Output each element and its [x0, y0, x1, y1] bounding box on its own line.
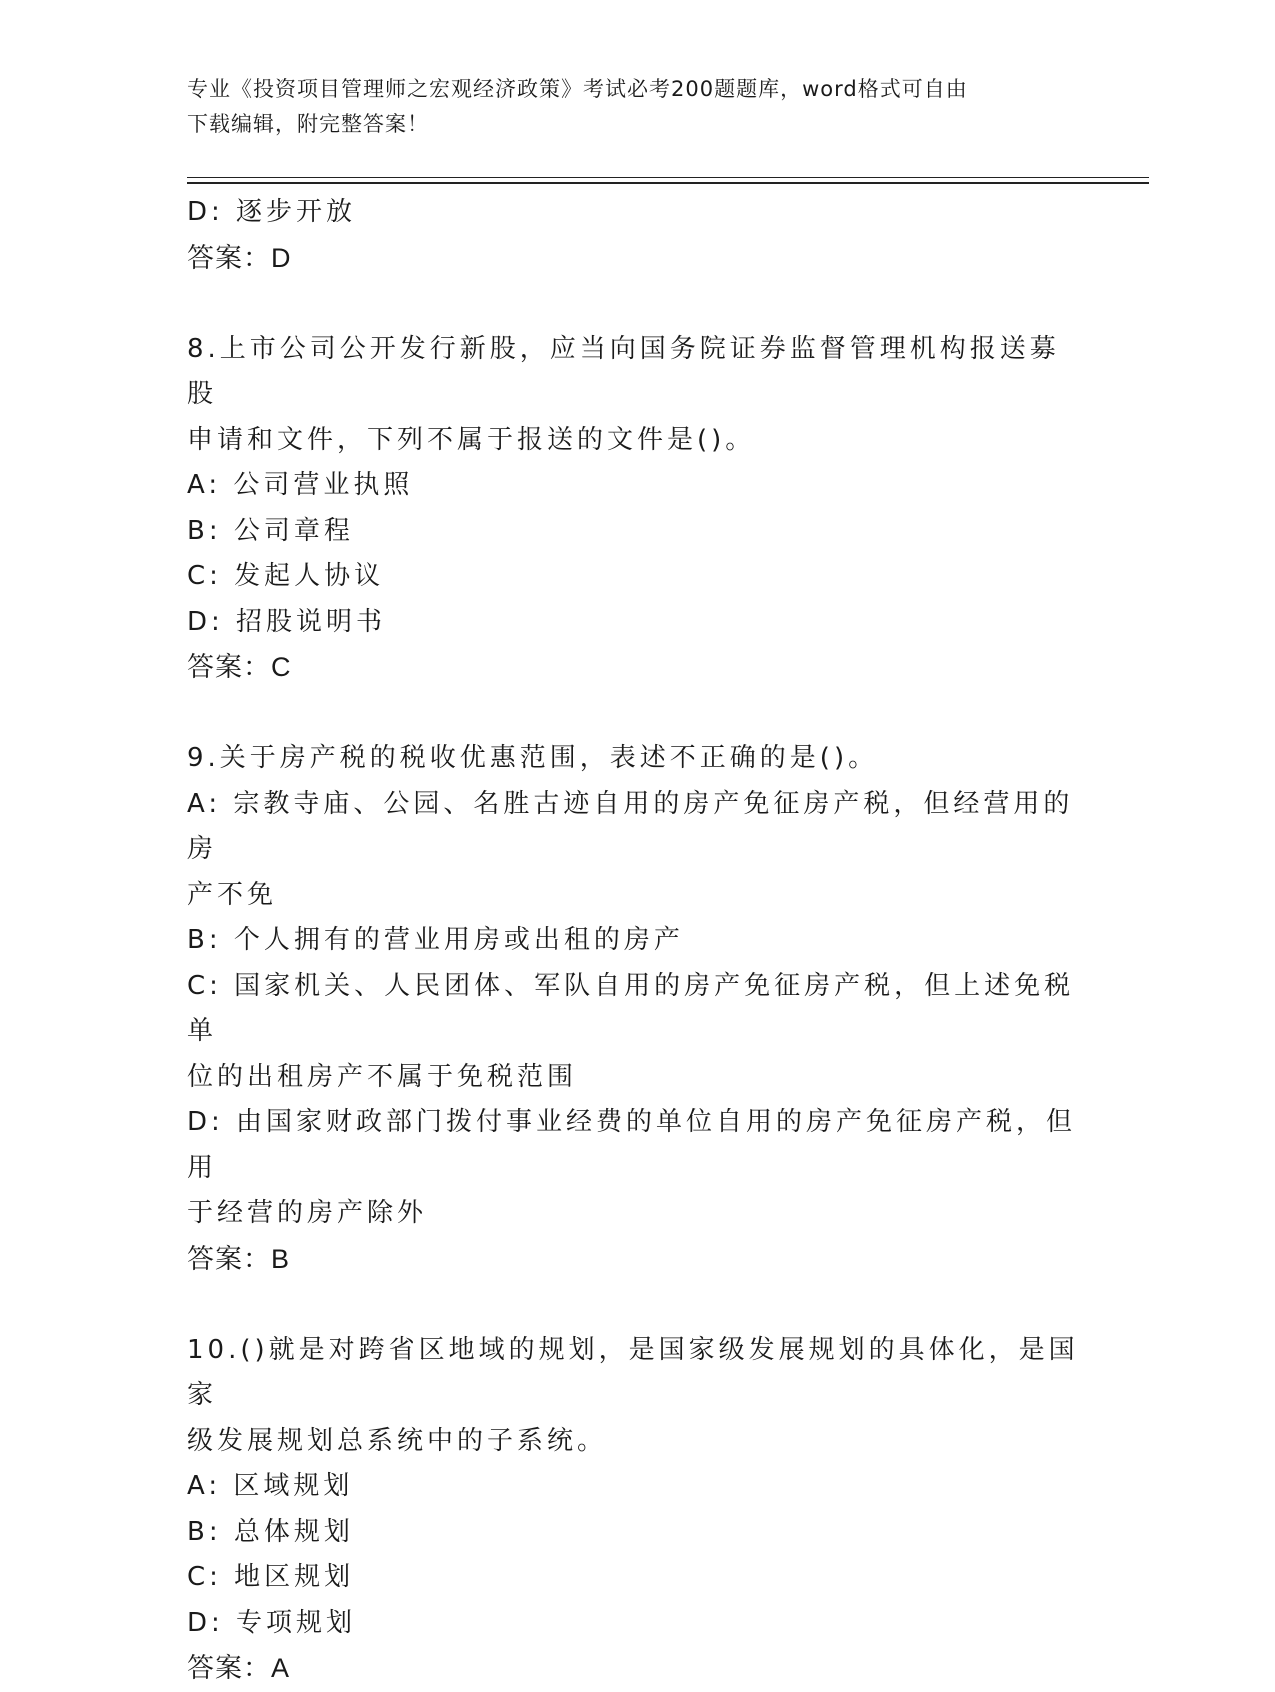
- question-content: [187, 190, 1087, 1692]
- question-stem-line: 8.上市公司公开发行新股，应当向国务院证券监督管理机构报送募股: [187, 333, 1060, 409]
- question-8: [187, 327, 1087, 691]
- header-line-1: 专业《投资项目管理师之宏观经济政策》考试必考200题题库，word格式可自由: [187, 77, 968, 101]
- question-stem-line: 10.()就是对跨省区地域的规划，是国家级发展规划的具体化，是国家: [187, 1334, 1079, 1410]
- option-d-continued: 于经营的房产除外: [187, 1198, 428, 1228]
- option-c: C: 地区规划: [187, 1562, 355, 1592]
- header-divider-thin: [187, 177, 1149, 178]
- question-10: [187, 1328, 1087, 1692]
- answer-line: 答案：D: [187, 242, 292, 273]
- option-c: C: 国家机关、人民团体、军队自用的房产免征房产税，但上述免税单: [187, 970, 1075, 1046]
- question-stem-line: 9.关于房产税的税收优惠范围，表述不正确的是()。: [187, 743, 879, 773]
- option-a: A: 宗教寺庙、公园、名胜古迹自用的房产免征房产税，但经营用的房: [187, 788, 1074, 864]
- option-d: D: 由国家财政部门拨付事业经费的单位自用的房产免征房产税，但用: [187, 1107, 1077, 1183]
- option-a-continued: 产不免: [187, 879, 278, 910]
- header-divider-thick: [187, 182, 1149, 184]
- option-d: D: 专项规划: [187, 1607, 357, 1638]
- option-c-continued: 位的出租房产不属于免税范围: [187, 1061, 578, 1092]
- option-d: D: 逐步开放: [187, 197, 357, 227]
- option-d: D: 招股说明书: [187, 606, 387, 637]
- option-c: C: 发起人协议: [187, 561, 385, 591]
- document-header: [187, 72, 1067, 142]
- header-line-2: 下载编辑，附完整答案！: [187, 112, 429, 136]
- spacer: [187, 691, 1087, 737]
- option-b: B: 个人拥有的营业用房或出租的房产: [187, 925, 684, 955]
- option-b: B: 总体规划: [187, 1516, 354, 1547]
- question-stem-line: 级发展规划总系统中的子系统。: [187, 1425, 608, 1456]
- question-9: [187, 736, 1087, 1282]
- answer-line: 答案：A: [187, 1653, 291, 1683]
- answer-line: 答案：B: [187, 1243, 291, 1274]
- option-a: A: 区域规划: [187, 1471, 354, 1501]
- option-b: B: 公司章程: [187, 515, 354, 546]
- answer-line: 答案：C: [187, 652, 292, 682]
- spacer: [187, 281, 1087, 327]
- spacer: [187, 1282, 1087, 1328]
- option-a: A: 公司营业执照: [187, 470, 414, 500]
- question-stem-line: 申请和文件，下列不属于报送的文件是()。: [187, 424, 756, 455]
- previous-question-tail: [187, 190, 1087, 281]
